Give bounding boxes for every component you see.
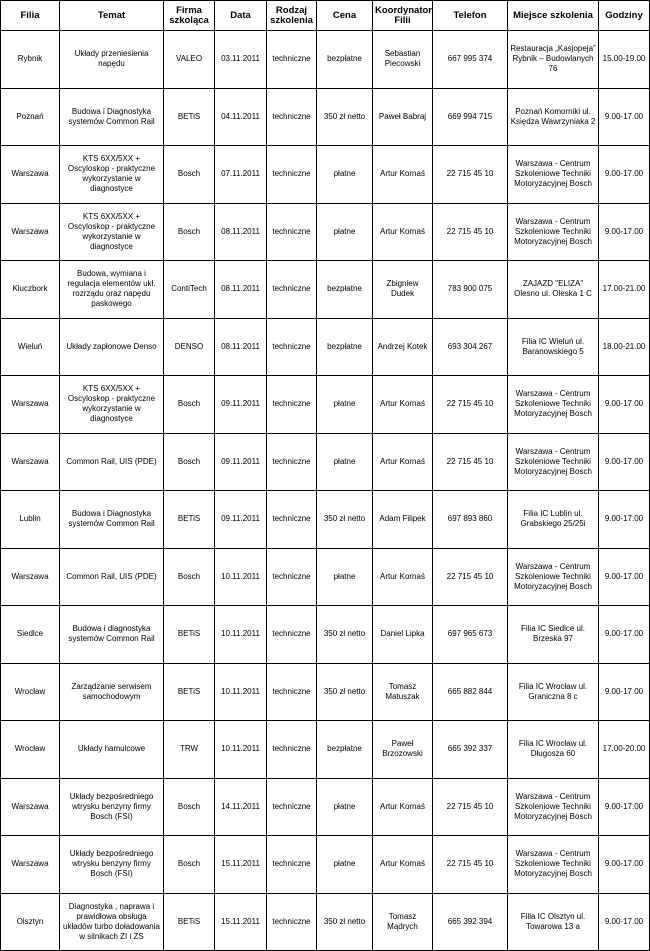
- cell-rodzaj: techniczne: [267, 721, 317, 779]
- cell-temat: Układy przeniesienia napędu: [60, 31, 164, 89]
- cell-telefon: 22 715 45 10: [433, 548, 508, 606]
- cell-cena: płatne: [317, 203, 373, 261]
- cell-cena: 350 zł netto: [317, 606, 373, 664]
- cell-telefon: 667 995 374: [433, 31, 508, 89]
- header-filia: Filia: [1, 1, 60, 31]
- cell-filia: Warszawa: [1, 376, 60, 434]
- cell-telefon: 22 715 45 10: [433, 203, 508, 261]
- cell-data: 10.11.2011: [215, 606, 267, 664]
- cell-data: 08.11.2011: [215, 261, 267, 319]
- cell-filia: Poznań: [1, 88, 60, 146]
- cell-temat: KTS 6XX/5XX + Oscyloskop - praktyczne wykorzystanie w diagnostyce: [60, 376, 164, 434]
- cell-godziny: 18.00-21.00: [599, 318, 650, 376]
- table-row: [1, 146, 650, 204]
- cell-godziny: 9.00-17.00: [599, 146, 650, 204]
- cell-miejsce: Warszawa - Centrum Szkoleniowe Techniki Motoryzacyjnej Bosch: [508, 376, 599, 434]
- cell-rodzaj: techniczne: [267, 31, 317, 89]
- cell-godziny: 9.00-17.00: [599, 606, 650, 664]
- cell-miejsce: Warszawa - Centrum Szkoleniowe Techniki Motoryzacyjnej Bosch: [508, 203, 599, 261]
- table-row: [1, 778, 650, 836]
- cell-rodzaj: techniczne: [267, 318, 317, 376]
- header-firma: Firma szkoląca: [164, 1, 215, 31]
- cell-temat: Budowa, wymiana i regulacja elementów ukł. rozrządu oraz napędu paskowego: [60, 261, 164, 319]
- cell-firma: Bosch: [164, 778, 215, 836]
- cell-filia: Warszawa: [1, 146, 60, 204]
- table-row: [1, 376, 650, 434]
- cell-rodzaj: techniczne: [267, 778, 317, 836]
- cell-temat: Układy zapłonowe Denso: [60, 318, 164, 376]
- cell-miejsce: ZAJAZD "ELIZA" Olesno ul. Oleska 1 C: [508, 261, 599, 319]
- cell-firma: BETiS: [164, 606, 215, 664]
- cell-cena: płatne: [317, 778, 373, 836]
- cell-koordynator: Artur Kornaś: [373, 836, 433, 894]
- cell-telefon: 783 900 075: [433, 261, 508, 319]
- cell-miejsce: Restauracja „Kasjopeja” Rybnik – Budowlanych 76: [508, 31, 599, 89]
- table-row: [1, 203, 650, 261]
- cell-data: 09.11.2011: [215, 376, 267, 434]
- cell-firma: BETiS: [164, 491, 215, 549]
- cell-filia: Rybnik: [1, 31, 60, 89]
- cell-cena: płatne: [317, 376, 373, 434]
- cell-godziny: 17.00-21.00: [599, 261, 650, 319]
- cell-godziny: 17.00-20.00: [599, 721, 650, 779]
- cell-temat: Common Rail, UIS (PDE): [60, 548, 164, 606]
- cell-koordynator: Paweł Brzozowski: [373, 721, 433, 779]
- cell-godziny: 9.00-17.00: [599, 836, 650, 894]
- cell-temat: Budowa i Diagnostyka systemów Common Rail: [60, 88, 164, 146]
- cell-temat: Układy bezpośredniego wtrysku benzyny firmy Bosch (FSI): [60, 836, 164, 894]
- cell-cena: płatne: [317, 433, 373, 491]
- header-koordynator: Koordynator Filii: [373, 1, 433, 31]
- header-temat: Temat: [60, 1, 164, 31]
- table-row: [1, 548, 650, 606]
- cell-koordynator: Tomasz Matuszak: [373, 663, 433, 721]
- table-row: [1, 721, 650, 779]
- cell-firma: Bosch: [164, 433, 215, 491]
- header-row: [1, 1, 650, 31]
- table-row: [1, 318, 650, 376]
- cell-cena: 350 zł netto: [317, 88, 373, 146]
- cell-miejsce: Filia IC Wrocław ul. Graniczna 8 c: [508, 663, 599, 721]
- cell-firma: Bosch: [164, 146, 215, 204]
- cell-cena: bezpłatne: [317, 261, 373, 319]
- table-row: [1, 663, 650, 721]
- cell-miejsce: Warszawa - Centrum Szkoleniowe Techniki Motoryzacyjnej Bosch: [508, 548, 599, 606]
- cell-temat: Common Rail, UIS (PDE): [60, 433, 164, 491]
- cell-filia: Wieluń: [1, 318, 60, 376]
- cell-miejsce: Poznań Komorniki ul. Księdza Wawrzyniaka 2: [508, 88, 599, 146]
- cell-telefon: 22 715 45 10: [433, 778, 508, 836]
- table-row: [1, 606, 650, 664]
- cell-miejsce: Warszawa - Centrum Szkoleniowe Techniki Motoryzacyjnej Bosch: [508, 836, 599, 894]
- cell-rodzaj: techniczne: [267, 261, 317, 319]
- cell-data: 03.11.2011: [215, 31, 267, 89]
- table-row: [1, 433, 650, 491]
- header-telefon: Telefon: [433, 1, 508, 31]
- cell-rodzaj: techniczne: [267, 491, 317, 549]
- cell-data: 09.11.2011: [215, 491, 267, 549]
- cell-cena: bezpłatne: [317, 721, 373, 779]
- cell-telefon: 669 994 715: [433, 88, 508, 146]
- cell-godziny: 9.00-17.00: [599, 663, 650, 721]
- cell-koordynator: Artur Kornaś: [373, 203, 433, 261]
- cell-firma: DENSO: [164, 318, 215, 376]
- cell-data: 09.11.2011: [215, 433, 267, 491]
- table-row: [1, 261, 650, 319]
- cell-temat: Układy hamulcowe: [60, 721, 164, 779]
- cell-cena: bezpłatne: [317, 318, 373, 376]
- table-row: [1, 88, 650, 146]
- cell-filia: Warszawa: [1, 203, 60, 261]
- cell-firma: BETiS: [164, 893, 215, 951]
- cell-filia: Olsztyn: [1, 893, 60, 951]
- cell-telefon: 697 893 860: [433, 491, 508, 549]
- cell-miejsce: Warszawa - Centrum Szkoleniowe Techniki Motoryzacyjnej Bosch: [508, 433, 599, 491]
- cell-telefon: 22 715 45 10: [433, 836, 508, 894]
- cell-data: 08.11.2011: [215, 318, 267, 376]
- cell-telefon: 665 392 337: [433, 721, 508, 779]
- cell-temat: Układy bezpośredniego wtrysku benzyny firmy Bosch (FSI): [60, 778, 164, 836]
- cell-data: 08.11.2011: [215, 203, 267, 261]
- cell-data: 10.11.2011: [215, 548, 267, 606]
- cell-cena: płatne: [317, 548, 373, 606]
- table-body: [1, 31, 650, 951]
- header-rodzaj: Rodzaj szkolenia: [267, 1, 317, 31]
- cell-firma: VALEO: [164, 31, 215, 89]
- table-row: [1, 893, 650, 951]
- cell-miejsce: Warszawa - Centrum Szkoleniowe Techniki Motoryzacyjnej Bosch: [508, 146, 599, 204]
- cell-koordynator: Andrzej Kotek: [373, 318, 433, 376]
- cell-rodzaj: techniczne: [267, 893, 317, 951]
- cell-data: 10.11.2011: [215, 663, 267, 721]
- cell-firma: Bosch: [164, 548, 215, 606]
- cell-koordynator: Sebastian Piecowski: [373, 31, 433, 89]
- cell-godziny: 9.00-17.00: [599, 203, 650, 261]
- cell-miejsce: Filia IC Wrocław ul. Długosza 60: [508, 721, 599, 779]
- cell-koordynator: Daniel Lipka: [373, 606, 433, 664]
- cell-rodzaj: techniczne: [267, 146, 317, 204]
- cell-koordynator: Artur Kornaś: [373, 548, 433, 606]
- cell-godziny: 9.00-17.00: [599, 433, 650, 491]
- cell-koordynator: Tomasz Mądrych: [373, 893, 433, 951]
- cell-data: 15.11.2011: [215, 836, 267, 894]
- cell-temat: Budowa i Diagnostyka systemów Common Rail: [60, 491, 164, 549]
- cell-telefon: 22 715 45 10: [433, 376, 508, 434]
- cell-firma: Bosch: [164, 836, 215, 894]
- cell-rodzaj: techniczne: [267, 376, 317, 434]
- cell-temat: Budowa i diagnostyka systemów Common Rail: [60, 606, 164, 664]
- cell-rodzaj: techniczne: [267, 663, 317, 721]
- cell-filia: Warszawa: [1, 836, 60, 894]
- cell-cena: płatne: [317, 146, 373, 204]
- cell-filia: Warszawa: [1, 433, 60, 491]
- cell-temat: KTS 6XX/5XX + Oscyloskop - praktyczne wykorzystanie w diagnostyce: [60, 203, 164, 261]
- cell-godziny: 9.00-17.00: [599, 778, 650, 836]
- cell-miejsce: Filia IC Lublin ul. Grabskiego 25/25i: [508, 491, 599, 549]
- cell-cena: bezpłatne: [317, 31, 373, 89]
- cell-telefon: 665 392 394: [433, 893, 508, 951]
- cell-firma: Bosch: [164, 203, 215, 261]
- cell-cena: 350 zł netto: [317, 893, 373, 951]
- cell-firma: BETiS: [164, 88, 215, 146]
- cell-filia: Kluczbork: [1, 261, 60, 319]
- cell-godziny: 9.00-17.00: [599, 548, 650, 606]
- table-row: [1, 491, 650, 549]
- cell-firma: ContiTech: [164, 261, 215, 319]
- cell-rodzaj: techniczne: [267, 88, 317, 146]
- table-row: [1, 836, 650, 894]
- cell-godziny: 9.00-17.00: [599, 893, 650, 951]
- cell-temat: KTS 6XX/5XX + Oscyloskop - praktyczne wykorzystanie w diagnostyce: [60, 146, 164, 204]
- cell-telefon: 693 304 267: [433, 318, 508, 376]
- cell-data: 10.11.2011: [215, 721, 267, 779]
- cell-godziny: 15.00-19.00: [599, 31, 650, 89]
- cell-data: 07.11.2011: [215, 146, 267, 204]
- cell-firma: TRW: [164, 721, 215, 779]
- cell-godziny: 9.00-17.00: [599, 376, 650, 434]
- cell-telefon: 22 715 45 10: [433, 433, 508, 491]
- header-data: Data: [215, 1, 267, 31]
- cell-cena: 350 zł netto: [317, 663, 373, 721]
- cell-godziny: 9.00-17.00: [599, 491, 650, 549]
- cell-koordynator: Artur Kornaś: [373, 778, 433, 836]
- cell-miejsce: Filia IC Siedlce ul. Brzeska 97: [508, 606, 599, 664]
- cell-telefon: 665 882 844: [433, 663, 508, 721]
- cell-cena: 350 zł netto: [317, 491, 373, 549]
- cell-koordynator: Zbigniew Dudek: [373, 261, 433, 319]
- header-miejsce: Miejsce szkolenia: [508, 1, 599, 31]
- cell-rodzaj: techniczne: [267, 606, 317, 664]
- cell-filia: Wrocław: [1, 721, 60, 779]
- table-row: [1, 31, 650, 89]
- cell-filia: Siedlce: [1, 606, 60, 664]
- cell-rodzaj: techniczne: [267, 433, 317, 491]
- cell-godziny: 9.00-17.00: [599, 88, 650, 146]
- cell-rodzaj: techniczne: [267, 203, 317, 261]
- cell-data: 04.11.2011: [215, 88, 267, 146]
- cell-data: 15.11.2011: [215, 893, 267, 951]
- cell-telefon: 697 965 673: [433, 606, 508, 664]
- cell-koordynator: Adam Filipek: [373, 491, 433, 549]
- cell-firma: BETiS: [164, 663, 215, 721]
- cell-data: 14.11.2011: [215, 778, 267, 836]
- cell-rodzaj: techniczne: [267, 548, 317, 606]
- cell-koordynator: Paweł Babraj: [373, 88, 433, 146]
- header-godziny: Godziny: [599, 1, 650, 31]
- cell-filia: Warszawa: [1, 548, 60, 606]
- cell-koordynator: Artur Kornaś: [373, 433, 433, 491]
- cell-temat: Zarządzanie serwisem samochodowym: [60, 663, 164, 721]
- cell-filia: Wrocław: [1, 663, 60, 721]
- cell-koordynator: Artur Kornaś: [373, 146, 433, 204]
- cell-rodzaj: techniczne: [267, 836, 317, 894]
- cell-firma: Bosch: [164, 376, 215, 434]
- cell-telefon: 22 715 45 10: [433, 146, 508, 204]
- cell-filia: Lublin: [1, 491, 60, 549]
- cell-miejsce: Filia IC Wieluń ul. Baranowskiego 5: [508, 318, 599, 376]
- cell-miejsce: Warszawa - Centrum Szkoleniowe Techniki Motoryzacyjnej Bosch: [508, 778, 599, 836]
- header-cena: Cena: [317, 1, 373, 31]
- cell-miejsce: Filia IC Olsztyn ul. Towarowa 13 a: [508, 893, 599, 951]
- cell-koordynator: Artur Kornaś: [373, 376, 433, 434]
- cell-filia: Warszawa: [1, 778, 60, 836]
- cell-temat: Diagnostyka , naprawa i prawidłowa obsługa układów turbo doładowania w silnikach ZI i ZS: [60, 893, 164, 951]
- cell-cena: płatne: [317, 836, 373, 894]
